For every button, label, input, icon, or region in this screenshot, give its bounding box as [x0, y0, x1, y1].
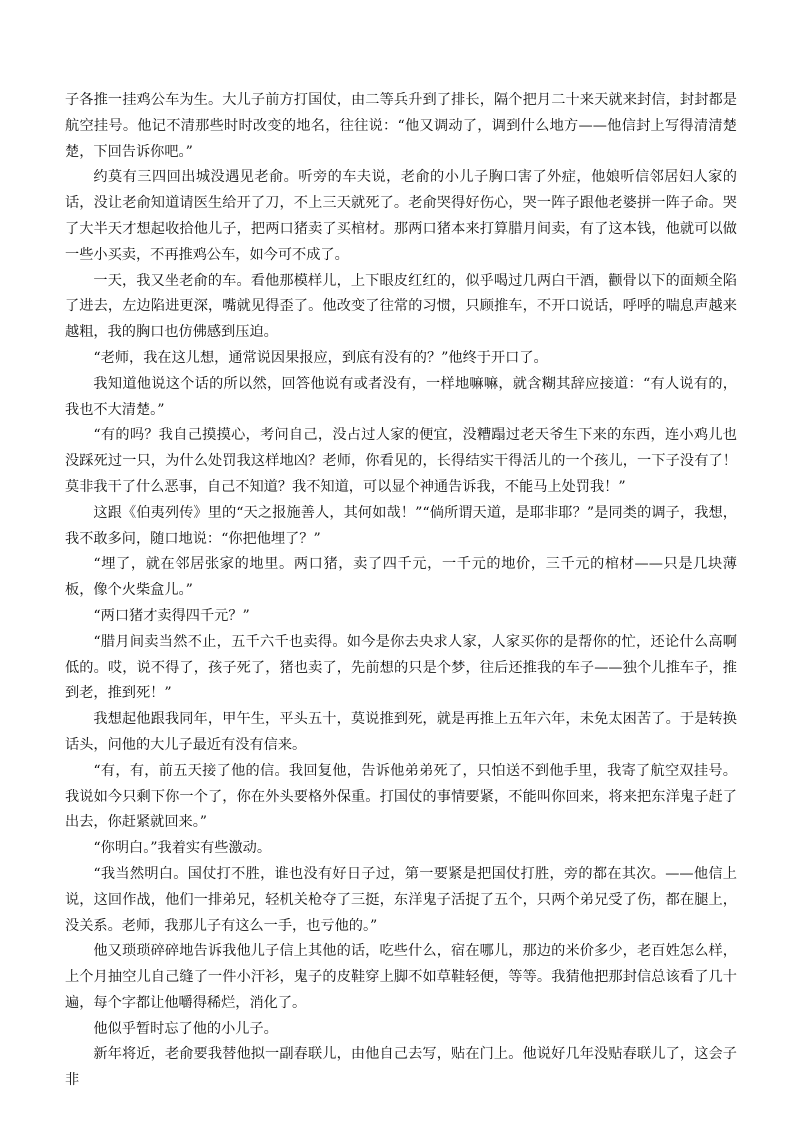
paragraph: “有，有，前五天接了他的信。我回复他，告诉他弟弟死了，只怕送不到他手里，我寄了航空双挂号。我说如今只剩下你一个了，你在外头要格外保重。打国仗的事情要紧，不能叫你回来，将来把东洋鬼子赶了出去，你赶紧就回来。” [65, 762, 737, 831]
paragraph: “老师，我在这儿想，通常说因果报应，到底有没有的？”他终于开口了。 [93, 349, 548, 366]
paragraph: 子各推一挂鸡公车为生。大儿子前方打国仗，由二等兵升到了排长，隔个把月二十来天就来封信，封封都是航空挂号。他记不清那些时时改变的地名，往往说：“他又调动了，调到什么地方——他信封上写得清清楚楚，下回告诉你吧。” [65, 92, 737, 160]
paragraph: 我知道他说这个话的所以然，回答他说有或者没有，一样地嘛嘛，就含糊其辞应接道：“有人说有的，我也不大清楚。” [65, 375, 737, 418]
paragraph: 新年将近，老俞要我替他拟一副春联儿，由他自己去写，贴在门上。他说好几年没贴春联儿了，这会子非 [65, 1046, 737, 1089]
paragraph: 约莫有三四回出城没遇见老俞。听旁的车夫说，老俞的小儿子胸口害了外症，他娘听信邻居妇人家的话，没让老俞知道请医生给开了刀，不上三天就死了。老俞哭得好伤心，哭一阵子跟他老婆拼一阵子命。哭了大半天才想起收拾他儿子，把两口猪卖了买棺材。那两口猪本来打算腊月间卖，有了这本钱，他就可以做一些小买卖，不再推鸡公车，如今可不成了。 [65, 169, 737, 263]
article-body [65, 88, 737, 1094]
paragraph: 这跟《伯夷列传》里的“天之报施善人，其何如哉！”“倘所谓天道，是耶非耶？”是同类的调子，我想，我不敢多问，随口地说：“你把他埋了？” [65, 504, 737, 547]
paragraph: 他又琐琐碎碎地告诉我他儿子信上其他的话，吃些什么，宿在哪儿，那边的米价多少，老百姓怎么样，上个月抽空儿自己缝了一件小汗衫，鬼子的皮鞋穿上脚不如草鞋轻便，等等。我猜他把那封信总该看了几十遍，每个字都让他嚼得稀烂，消化了。 [65, 943, 737, 1011]
paragraph: “两口猪才卖得四千元？” [93, 607, 250, 624]
paragraph: 他似乎暂时忘了他的小儿子。 [93, 1020, 278, 1037]
paragraph: 一天，我又坐老俞的车。看他那模样儿，上下眼皮红红的，似乎喝过几两白干酒，颧骨以下的面颊全陷了进去，左边陷进更深，嘴就见得歪了。他改变了往常的习惯，只顾推车，不开口说话，呼呼的喘息声越来越粗，我的胸口也仿佛感到压迫。 [65, 272, 737, 341]
paragraph: 我想起他跟我同年，甲午生，平头五十，莫说推到死，就是再推上五年六年，未免太困苦了。于是转换话头，问他的大儿子最近有没有信来。 [65, 711, 737, 753]
paragraph: “埋了，就在邻居张家的地里。两口猪，卖了四千元，一千元的地价，三千元的棺材——只是几块薄板，像个火柴盒儿。” [65, 556, 737, 599]
paragraph: “腊月间卖当然不止，五千六千也卖得。如今是你去央求人家，人家买你的是帮你的忙，还论什么高啊低的。哎，说不得了，孩子死了，猪也卖了，先前想的只是个梦，往后还推我的车子——独个儿推车子，推到老，推到死！” [65, 633, 737, 702]
paragraph: “我当然明白。国仗打不胜，谁也没有好日子过，第一要紧是把国仗打胜，旁的都在其次。——他信上说，这回作战，他们一排弟兄，轻机关枪夺了三挺，东洋鬼子活捉了五个，只两个弟兄受了伤，都在腿上，没关系。老师，我那儿子有这么一手，也亏他的。” [65, 865, 737, 934]
paragraph: “有的吗？我自己摸摸心，考问自己，没占过人家的便宜，没糟蹋过老天爷生下来的东西，连小鸡儿也没踩死过一只，为什么处罚我这样地凶？老师，你看见的，长得结实干得活儿的一个孩儿，一下子没有了！莫非我干了什么恶事，自己不知道？我不知道，可以显个神通告诉我，不能马上处罚我！” [65, 427, 737, 495]
paragraph: “你明白。”我着实有些激动。 [93, 840, 272, 857]
